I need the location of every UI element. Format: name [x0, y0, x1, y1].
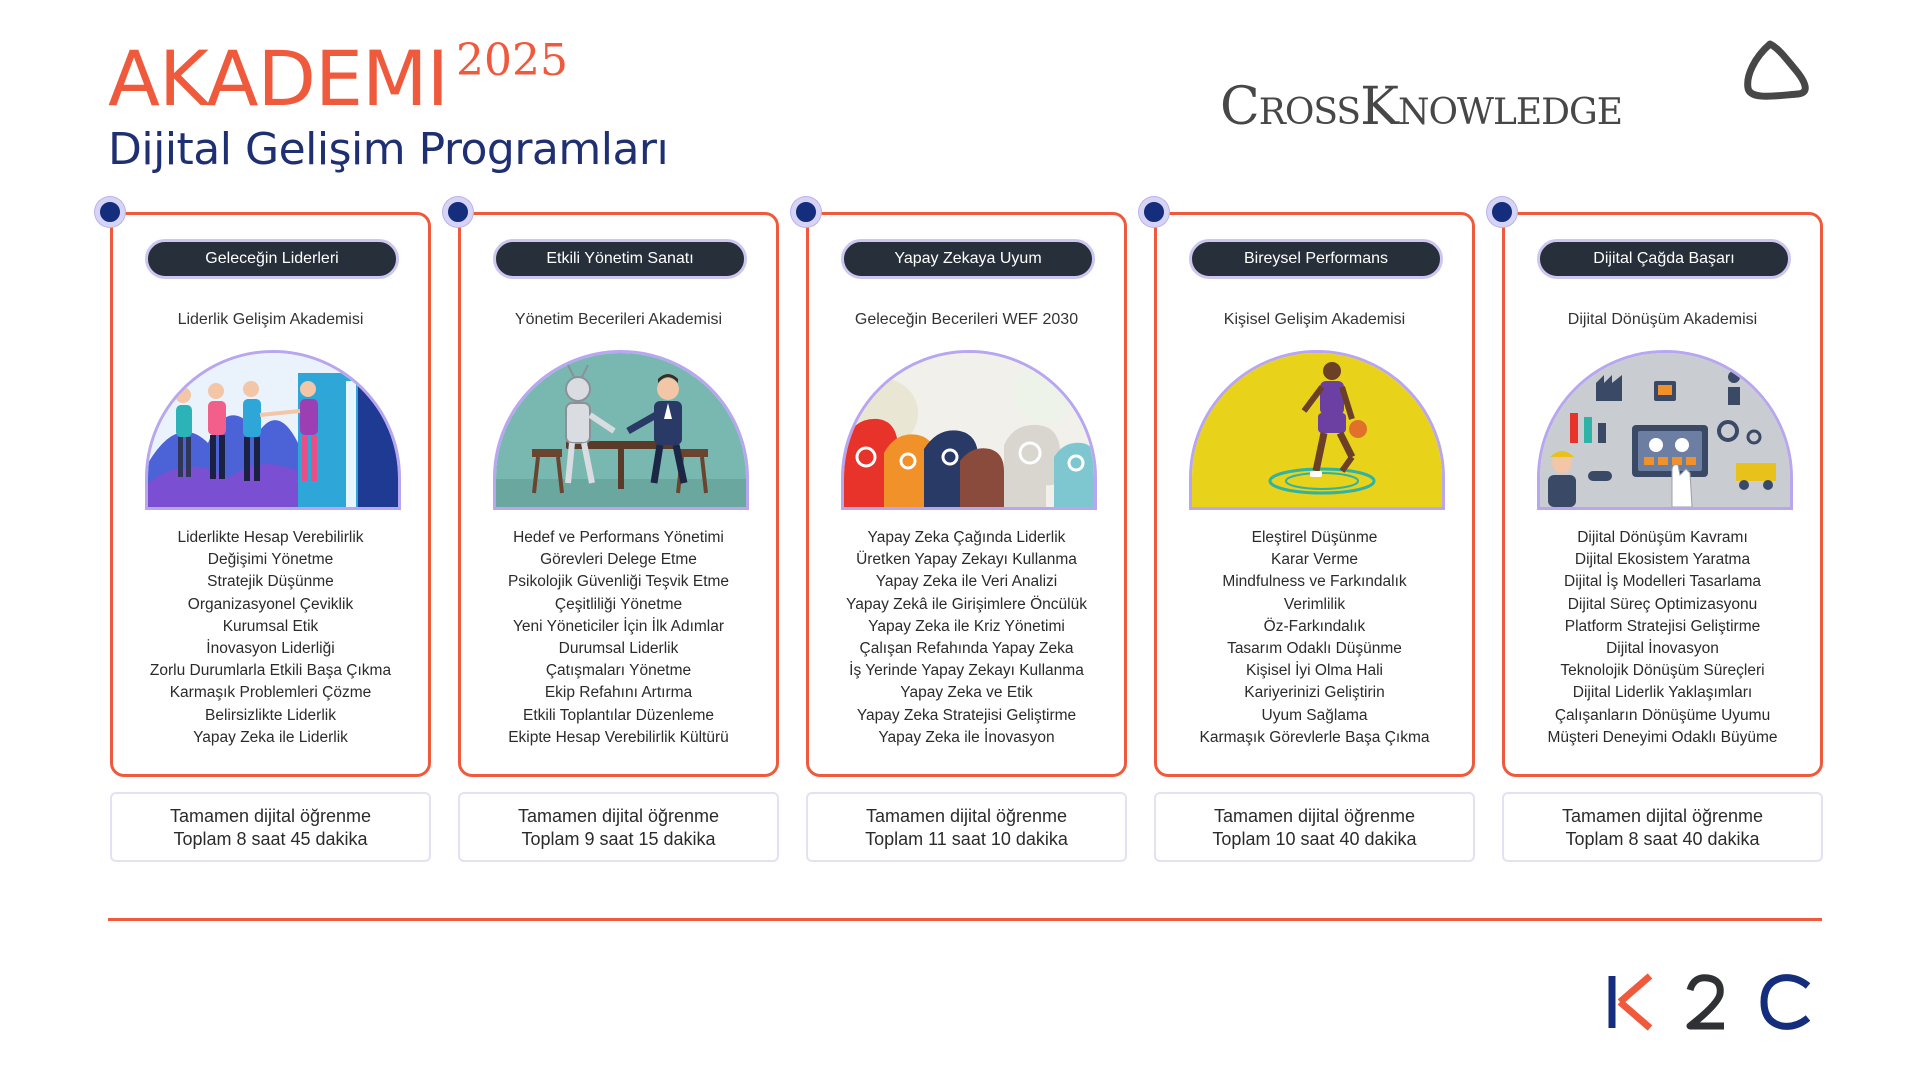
- list-item: Psikolojik Güvenliği Teşvik Etme: [507, 573, 730, 591]
- list-item: Tasarım Odaklı Düşünme: [1227, 640, 1402, 658]
- list-item: Çeşitliliği Yönetme: [554, 595, 683, 613]
- list-item: Karmaşık Problemleri Çözme: [169, 684, 372, 702]
- list-item: Uyum Sağlama: [1261, 706, 1368, 724]
- list-item: Zorlu Durumlarla Etkili Başa Çıkma: [149, 662, 392, 680]
- total-duration: Toplam 9 saat 15 dakika: [521, 829, 716, 849]
- list-item: İş Yerinde Yapay Zekayı Kullanma: [849, 662, 1084, 680]
- duration-box: [110, 792, 431, 862]
- card-academy-title: Dijital Dönüşüm Akademisi: [1567, 311, 1758, 328]
- delivery-mode: Tamamen dijital öğrenme: [1213, 806, 1416, 826]
- program-card: [1154, 212, 1475, 777]
- robot-vs-manager-illustration: [493, 350, 749, 510]
- list-item: Mindfulness ve Farkındalık: [1222, 573, 1407, 591]
- list-item: Öz-Farkındalık: [1263, 617, 1366, 635]
- list-item: Ekipte Hesap Verebilirlik Kültürü: [508, 728, 729, 746]
- card-category-pill[interactable]: Etkili Yönetim Sanatı: [493, 239, 747, 279]
- list-item: Belirsizlikte Liderlik: [205, 706, 336, 724]
- duration-box: [458, 792, 779, 862]
- list-item: Yapay Zeka ile Liderlik: [193, 728, 348, 746]
- list-item: Üretken Yapay Zekayı Kullanma: [856, 551, 1077, 569]
- title-akademi: AKADEMI: [108, 34, 449, 123]
- list-item: Görevleri Delege Etme: [540, 551, 697, 569]
- card-marker-dot: [95, 197, 125, 227]
- list-item: Çalışanların Dönüşüme Uyumu: [1554, 706, 1771, 724]
- footer-divider: [108, 918, 1822, 921]
- list-item: Eleştirel Düşünme: [1251, 529, 1378, 546]
- card-academy-title: Liderlik Gelişim Akademisi: [177, 311, 364, 328]
- card-marker-dot: [1487, 197, 1517, 227]
- list-item: Etkili Toplantılar Düzenleme: [523, 706, 714, 724]
- course-list: [1157, 527, 1472, 749]
- list-item: Dijital Süreç Optimizasyonu: [1567, 595, 1758, 613]
- course-list: [809, 527, 1124, 749]
- total-duration: Toplam 8 saat 45 dakika: [173, 829, 368, 849]
- card-marker-dot: [1139, 197, 1169, 227]
- card-category-pill[interactable]: Yapay Zekaya Uyum: [841, 239, 1095, 279]
- delivery-mode: Tamamen dijital öğrenme: [517, 806, 720, 826]
- list-item: Yapay Zeka ile İnovasyon: [878, 728, 1055, 746]
- list-item: Yapay Zekâ ile Girişimlere Öncülük: [846, 595, 1087, 613]
- card-category-pill[interactable]: Dijital Çağda Başarı: [1537, 239, 1791, 279]
- total-duration: Toplam 8 saat 40 dakika: [1565, 829, 1760, 849]
- list-item: Dijital Liderlik Yaklaşımları: [1572, 684, 1753, 702]
- crossknowledge-logo: [1220, 38, 1820, 148]
- duration-box: [806, 792, 1127, 862]
- course-list: [1505, 527, 1820, 749]
- list-item: Kurumsal Etik: [222, 617, 319, 635]
- page-subtitle: Dijital Gelişim Programları: [108, 124, 669, 175]
- digital-industry-illustration: [1537, 350, 1793, 510]
- list-item: Karar Verme: [1270, 551, 1358, 569]
- card-academy-title: Kişisel Gelişim Akademisi: [1223, 311, 1406, 328]
- card-category-pill[interactable]: Geleceğin Liderleri: [145, 239, 399, 279]
- list-item: Teknolojik Dönüşüm Süreçleri: [1560, 662, 1765, 680]
- list-item: Stratejik Düşünme: [207, 573, 334, 591]
- duration-box: [1502, 792, 1823, 862]
- program-card: [110, 212, 431, 777]
- program-card: [458, 212, 779, 777]
- page-title: [108, 34, 568, 124]
- list-item: Yeni Yöneticiler İçin İlk Adımlar: [512, 617, 725, 635]
- list-item: Organizasyonel Çeviklik: [187, 595, 354, 613]
- list-item: Dijital İş Modelleri Tasarlama: [1564, 573, 1761, 591]
- delivery-mode: Tamamen dijital öğrenme: [169, 806, 372, 826]
- crossknowledge-swoosh-icon: [1740, 38, 1810, 102]
- title-year: 2025: [456, 35, 568, 86]
- list-item: Çatışmaları Yönetme: [545, 662, 692, 680]
- program-card: [1502, 212, 1823, 777]
- list-item: Yapay Zeka Stratejisi Geliştirme: [856, 706, 1077, 724]
- list-item: Liderlikte Hesap Verebilirlik: [177, 529, 364, 546]
- list-item: Kariyerinizi Geliştirin: [1244, 684, 1385, 702]
- course-list: [461, 527, 776, 749]
- k2c-logo: [1604, 972, 1816, 1032]
- list-item: Durumsal Liderlik: [558, 640, 679, 658]
- list-item: Dijital Ekosistem Yaratma: [1574, 551, 1751, 569]
- card-marker-dot: [443, 197, 473, 227]
- program-card: [806, 212, 1127, 777]
- list-item: Yapay Zeka Çağında Liderlik: [867, 529, 1066, 546]
- card-academy-title: Yönetim Becerileri Akademisi: [514, 311, 723, 328]
- list-item: Çalışan Refahında Yapay Zeka: [859, 640, 1074, 658]
- course-list: [113, 527, 428, 749]
- list-item: Karmaşık Görevlerle Başa Çıkma: [1199, 728, 1430, 746]
- list-item: Dijital Dönüşüm Kavramı: [1577, 529, 1748, 546]
- delivery-mode: Tamamen dijital öğrenme: [1561, 806, 1764, 826]
- leaders-team-illustration: [145, 350, 401, 510]
- list-item: Kişisel İyi Olma Hali: [1246, 662, 1383, 680]
- list-item: Yapay Zeka ile Veri Analizi: [875, 573, 1058, 591]
- list-item: Verimlilik: [1283, 595, 1346, 613]
- list-item: Ekip Refahını Artırma: [544, 684, 693, 702]
- total-duration: Toplam 10 saat 40 dakika: [1212, 829, 1417, 849]
- list-item: Dijital İnovasyon: [1606, 640, 1719, 658]
- card-marker-dot: [791, 197, 821, 227]
- list-item: Değişimi Yönetme: [207, 551, 334, 569]
- heads-with-gears-illustration: [841, 350, 1097, 510]
- card-academy-title: Geleceğin Becerileri WEF 2030: [854, 311, 1079, 328]
- delivery-mode: Tamamen dijital öğrenme: [865, 806, 1068, 826]
- total-duration: Toplam 11 saat 10 dakika: [865, 829, 1068, 849]
- card-category-pill[interactable]: Bireysel Performans: [1189, 239, 1443, 279]
- basketball-player-illustration: [1189, 350, 1445, 510]
- crossknowledge-logo-text: CrossKnowledge: [1220, 77, 1623, 137]
- list-item: Müşteri Deneyimi Odaklı Büyüme: [1547, 728, 1778, 746]
- list-item: İnovasyon Liderliği: [206, 640, 335, 658]
- list-item: Hedef ve Performans Yönetimi: [513, 529, 724, 546]
- list-item: Yapay Zeka ile Kriz Yönetimi: [868, 617, 1065, 635]
- duration-box: [1154, 792, 1475, 862]
- list-item: Platform Stratejisi Geliştirme: [1564, 617, 1761, 635]
- list-item: Yapay Zeka ve Etik: [900, 684, 1033, 702]
